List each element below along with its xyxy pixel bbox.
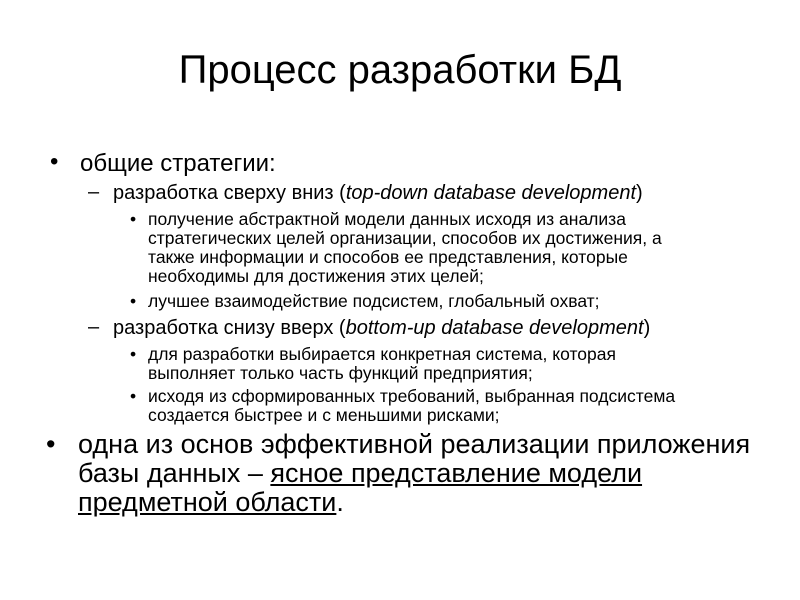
dash-icon: –: [88, 181, 100, 203]
text: .: [336, 487, 344, 517]
bullet-main-conclusion: [78, 430, 750, 517]
bottomup-item-2: [148, 387, 675, 425]
line: получение абстрактной модели данных исходя из анализа: [148, 209, 626, 229]
bullet-icon: •: [130, 209, 137, 229]
line: также информации и способов ее представления, которые: [148, 247, 628, 267]
bullet-general-strategies: общие стратегии:: [80, 150, 276, 177]
topdown-text: разработка сверху вниз (: [113, 182, 346, 204]
bottomup-english: bottom-up database development: [345, 317, 644, 339]
underlined-text: предметной области: [78, 487, 337, 517]
line: одна из основ эффективной реализации приложения: [78, 429, 751, 459]
bottomup-heading: [113, 317, 650, 340]
slide-title: Процесс разработки БД: [178, 48, 622, 92]
topdown-item-2: лучшее взаимодействие подсистем, глобальный охват;: [148, 291, 600, 311]
line: выполняет только часть функций предприятия;: [148, 363, 533, 383]
bottomup-item-1: [148, 345, 616, 383]
bullet-icon: •: [50, 148, 59, 175]
line: [78, 488, 750, 517]
line: для разработки выбирается конкретная система, которая: [148, 344, 616, 364]
topdown-close: ): [636, 182, 643, 204]
bullet-icon: •: [130, 291, 137, 311]
topdown-item-1: [148, 210, 662, 286]
underlined-text: ясное представление модели: [270, 458, 643, 488]
topdown-heading: [113, 182, 643, 205]
bottomup-close: ): [643, 317, 651, 339]
topdown-english: top-down database development: [345, 182, 637, 204]
bullet-icon: •: [130, 386, 137, 406]
line: [78, 459, 750, 488]
bullet-icon: •: [46, 429, 56, 459]
line: необходимы для достижения этих целей;: [148, 266, 484, 286]
line: создается быстрее и с меньшими рисками;: [148, 405, 500, 425]
text: базы данных –: [78, 458, 271, 488]
bullet-icon: •: [130, 344, 137, 364]
dash-icon: –: [88, 316, 100, 338]
bottomup-text: разработка снизу вверх (: [113, 317, 346, 339]
line: стратегических целей организации, способов их достижения, а: [148, 228, 662, 248]
line: исходя из сформированных требований, выбранная подсистема: [148, 386, 676, 406]
